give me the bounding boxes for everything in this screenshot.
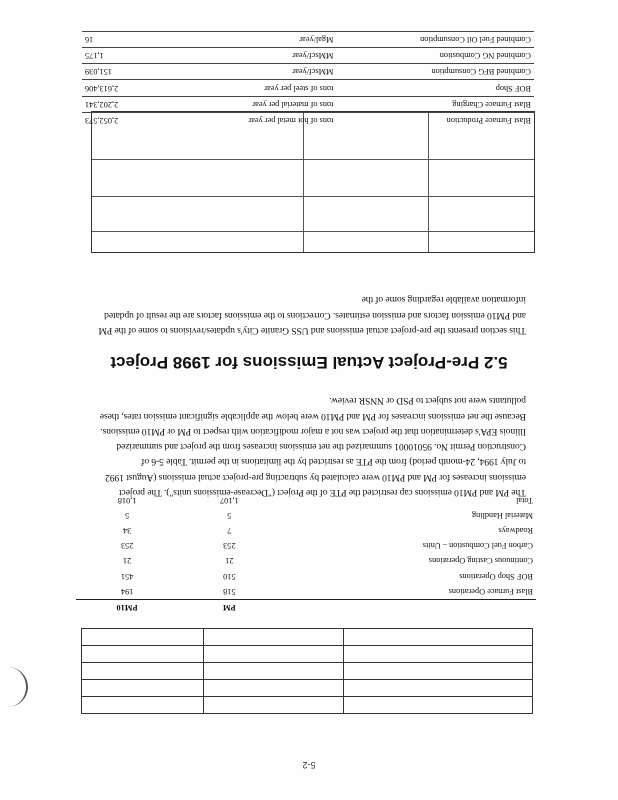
row-label: Material Handling: [471, 510, 533, 520]
page-number: 5-2: [302, 760, 316, 770]
row-label: Roadways: [498, 525, 533, 535]
table-row: [76, 553, 536, 568]
unit-cell: tons of material per year: [196, 96, 337, 112]
table-row: [82, 629, 533, 646]
unit-cell: tons of hot metal per year: [196, 112, 337, 128]
pm-value: 7: [227, 525, 232, 535]
table-row: [82, 64, 534, 80]
pm10-value: 451: [120, 571, 134, 581]
bottom-grid-table: [91, 111, 535, 253]
header-cell-pm: PM: [178, 599, 280, 615]
header-cell: [280, 599, 536, 615]
row-label: Combined NG Combustion: [336, 48, 534, 64]
table-row: [82, 80, 534, 96]
body-paragraph: The PM and PM10 emissions cap restricted the PTE of the Project ("Decrease-emissions units"). The project emissions increases for PM and PM10 were calculated by subtracting pre-project actual emissions (August 1992 to July 1994, 24-month period) from the PTE as restricted by the limitations in the permit. Table 5-6 of Construction Permit No. 95010001 summarized the net emissions increases from the project and summarized Illinois EPA's determination that the project was not a major modification with respect to PM or PM10 emissions. Because the net emissions increases for PM and PM10 were below the applicable significant emission rates, these pollutants were not subject to PSD or NNSR review.: [99, 395, 526, 498]
throughput-table: [82, 31, 534, 128]
pm-value: 518: [223, 586, 236, 596]
row-label: Blast Furnace Charging: [336, 96, 534, 112]
unit-cell: Mgal/year: [196, 31, 337, 47]
pm-value: 1,107: [220, 495, 239, 505]
pm10-value: 34: [122, 525, 132, 535]
pm10-value: 21: [122, 556, 132, 566]
value-cell: 151,039: [82, 64, 196, 80]
unit-cell: MMscf/year: [196, 64, 337, 80]
table-row: [82, 680, 533, 697]
top-grid-table: [81, 628, 533, 714]
grid-line: [92, 159, 534, 160]
value-cell: 16: [82, 31, 196, 47]
table-row: [76, 523, 536, 538]
value-cell: 2,202,341: [82, 96, 196, 112]
unit-cell: MMscf/year: [196, 48, 337, 64]
table-row: [82, 112, 534, 128]
table-header-row: [76, 599, 536, 615]
table-row: [82, 31, 534, 47]
binding-shadow: [4, 667, 28, 707]
emission-table: [76, 493, 536, 616]
table-row: [76, 508, 536, 523]
header-cell-pm10: PM10: [76, 599, 178, 615]
body-paragraph: This section presents the pre-project actual emissions and USS Granite City's updates/revisions to some of the PM and PM10 emission factors and emission estimates. Corrections to the emissions factors are the result of updated information available regarding some of the: [98, 294, 526, 336]
pm-value: 5: [227, 510, 232, 520]
table-row: [82, 697, 533, 714]
pm-value: 21: [225, 556, 234, 566]
row-label: Combined Fuel Oil Consumption: [336, 31, 534, 47]
row-label: Carbon Fuel Combustion – Units: [422, 541, 533, 551]
pm10-value: 1,018: [117, 495, 137, 505]
row-label: BOF Shop: [336, 80, 534, 96]
row-label: Continuous Casting Operations: [428, 556, 533, 566]
pm10-value: 253: [120, 541, 134, 551]
pm10-value: 5: [125, 510, 130, 520]
grid-line: [92, 196, 534, 197]
grid-line: [428, 112, 429, 252]
row-label: Combined BFG Consumption: [336, 64, 534, 80]
table-row: [82, 663, 533, 680]
table-row: [76, 568, 536, 583]
unit-cell: tons of steel per year: [196, 80, 337, 96]
grid-line: [92, 231, 534, 232]
row-label: Total: [516, 495, 533, 505]
table-row: [82, 96, 534, 112]
pm10-value: 194: [120, 586, 134, 596]
value-cell: 2,613,406: [82, 80, 196, 96]
section-heading: 5.2 Pre-Project Actual Emissions for 1998 Project: [110, 353, 508, 372]
pm-value: 253: [223, 541, 236, 551]
table-row: [82, 646, 533, 663]
row-label: Blast Furnace Production: [336, 112, 534, 128]
grid-line: [303, 112, 304, 252]
row-label: Blast Furnace Operations: [448, 586, 533, 596]
table-row: [76, 584, 536, 600]
pm-value: 510: [223, 571, 236, 581]
table-row: [82, 48, 534, 64]
value-cell: 1,175: [82, 48, 196, 64]
table-row: [76, 538, 536, 553]
value-cell: 2,052,573: [82, 112, 196, 128]
row-label: BOF Shop Operations: [459, 571, 533, 581]
